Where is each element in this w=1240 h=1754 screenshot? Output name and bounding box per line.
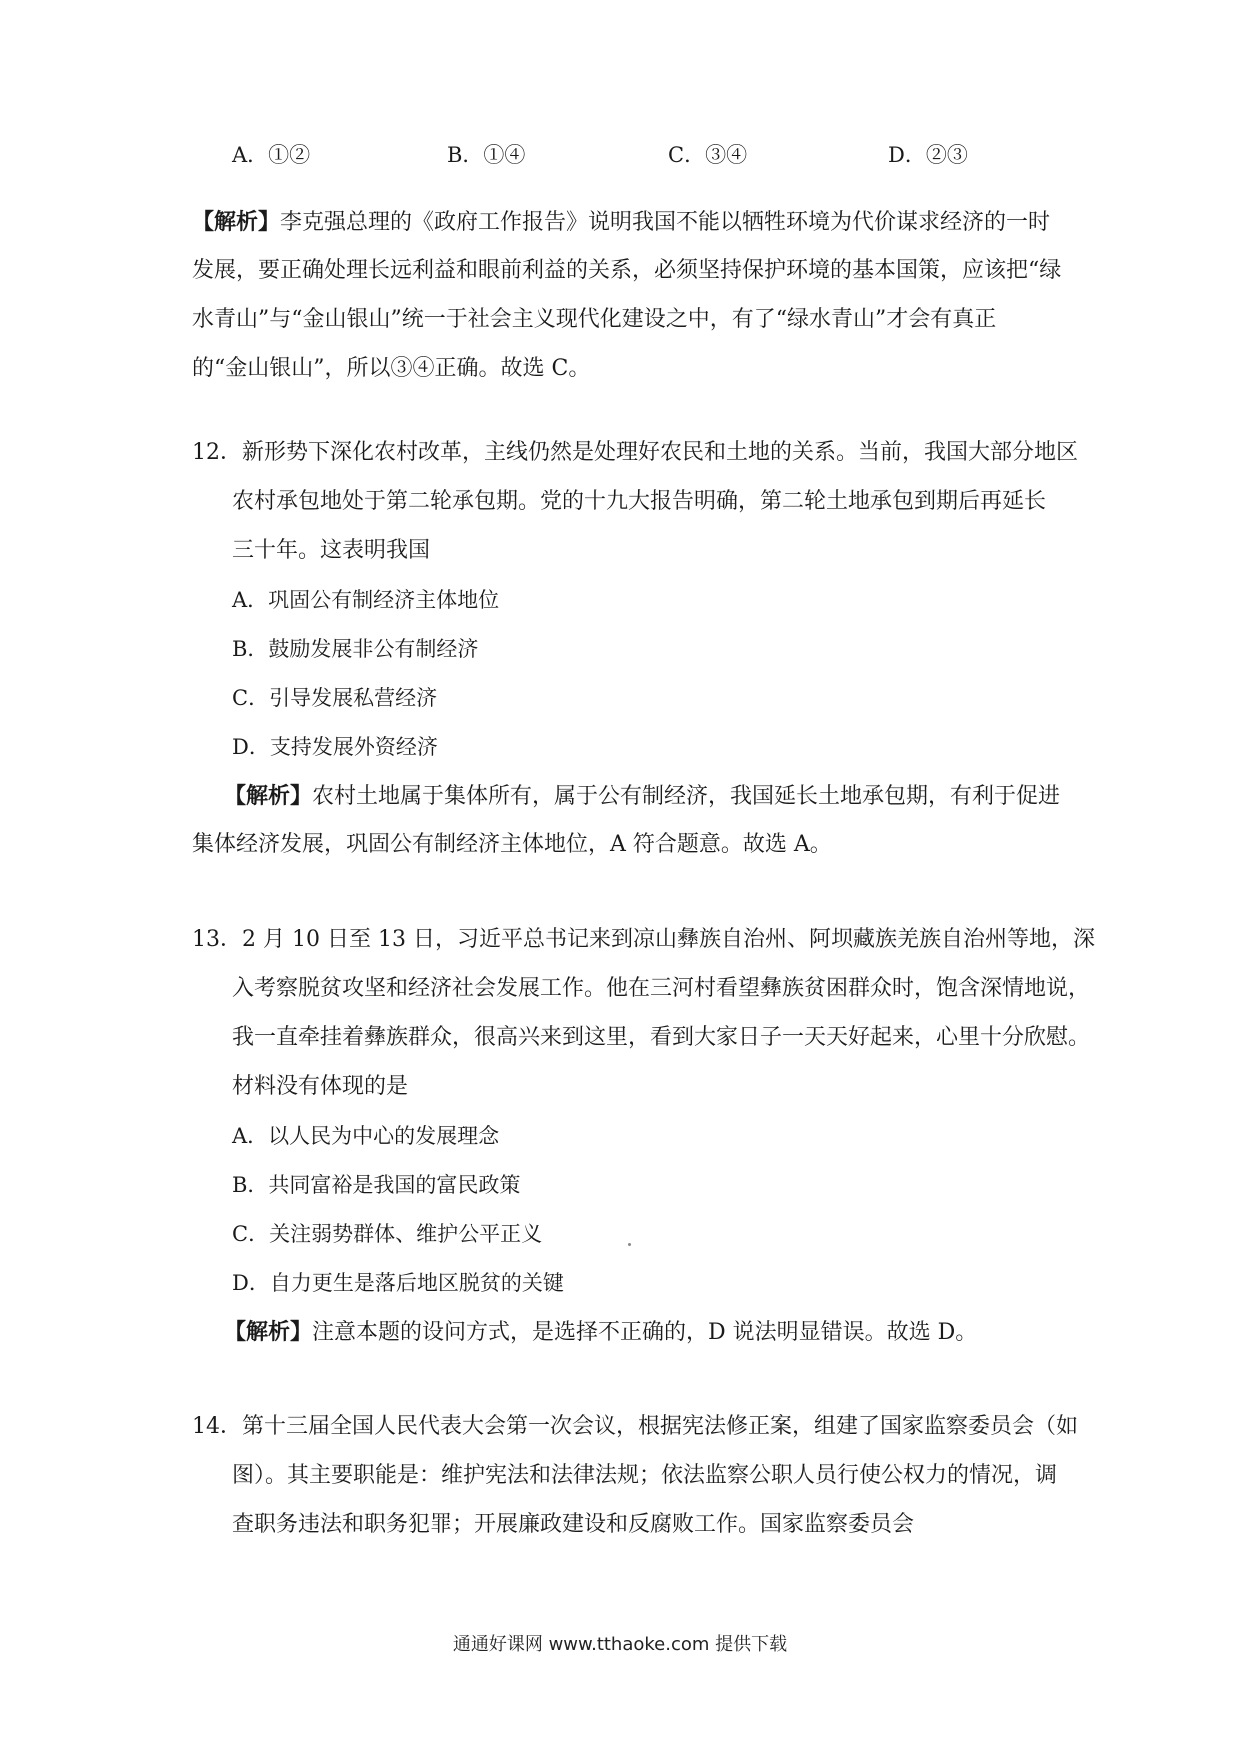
q11-option-b: B．①④ [447, 143, 526, 167]
q11-analysis-line-3: 水青山”与“金山银山”统一于社会主义现代化建设之中，有了“绿水青山”才会有真正 [192, 307, 997, 332]
q12-stem-line-2: 农村承包地处于第二轮承包期。党的十九大报告明确，第二轮土地承包到期后再延长 [232, 489, 1047, 514]
q11-analysis-line-2: 发展，要正确处理长远利益和眼前利益的关系，必须坚持保护环境的基本国策，应该把“绿 [192, 258, 1062, 283]
stray-dot [628, 1243, 631, 1246]
q13-stem-line-3: 我一直牵挂着彝族群众，很高兴来到这里，看到大家日子一天天好起来，心里十分欣慰。 [232, 1025, 1091, 1050]
q13-option-c: C．关注弱势群体、维护公平正义 [232, 1222, 543, 1246]
analysis-text: 注意本题的设问方式，是选择不正确的，D 说法明显错误。故选 D。 [312, 1320, 978, 1345]
q12-option-d: D．支持发展外资经济 [232, 735, 438, 759]
q12-analysis-line-1 [224, 781, 1060, 812]
q12-option-c: C．引导发展私营经济 [232, 686, 438, 710]
analysis-label: 【解析】 [224, 1319, 313, 1345]
q12-option-b: B．鼓励发展非公有制经济 [232, 637, 479, 661]
q12-analysis-line-2: 集体经济发展，巩固公有制经济主体地位，A 符合题意。故选 A。 [192, 832, 832, 857]
q13-analysis-line-1 [224, 1317, 977, 1348]
page-footer: 通通好课网 www.tthaoke.com 提供下载 [452, 1634, 788, 1655]
q11-option-d: D．②③ [888, 143, 968, 167]
q11-analysis-line-1 [192, 207, 1050, 238]
q13-option-b: B．共同富裕是我国的富民政策 [232, 1173, 521, 1197]
analysis-label: 【解析】 [192, 209, 281, 235]
q14-stem-line-1: 14．第十三届全国人民代表大会第一次会议，根据宪法修正案，组建了国家监察委员会（如 [192, 1414, 1078, 1439]
q13-stem-line-1: 13．2 月 10 日至 13 日，习近平总书记来到凉山彝族自治州、阿坝藏族羌族自治州等地，深 [192, 927, 1095, 952]
q13-option-a: A．以人民为中心的发展理念 [232, 1124, 500, 1148]
q12-stem-line-3: 三十年。这表明我国 [232, 538, 431, 563]
q14-stem-line-3: 查职务违法和职务犯罪；开展廉政建设和反腐败工作。国家监察委员会 [232, 1512, 915, 1537]
analysis-text: 李克强总理的《政府工作报告》说明我国不能以牺牲环境为代价谋求经济的一时 [280, 210, 1051, 235]
q11-option-a: A．①② [232, 143, 311, 167]
q12-stem-line-1: 12．新形势下深化农村改革，主线仍然是处理好农民和土地的关系。当前，我国大部分地区 [192, 440, 1078, 465]
q12-option-a: A．巩固公有制经济主体地位 [232, 588, 500, 612]
q13-stem-line-4: 材料没有体现的是 [232, 1074, 409, 1099]
q14-stem-line-2: 图）。其主要职能是：维护宪法和法律法规；依法监察公职人员行使公权力的情况，调 [232, 1463, 1058, 1488]
q11-option-c: C．③④ [668, 143, 748, 167]
q11-analysis-line-4: 的“金山银山”，所以③④正确。故选 C。 [192, 356, 591, 381]
analysis-text: 农村土地属于集体所有，属于公有制经济，我国延长土地承包期，有利于促进 [312, 784, 1061, 809]
q13-option-d: D．自力更生是落后地区脱贫的关键 [232, 1271, 564, 1295]
q13-stem-line-2: 入考察脱贫攻坚和经济社会发展工作。他在三河村看望彝族贫困群众时，饱含深情地说， [232, 976, 1091, 1001]
analysis-label: 【解析】 [224, 783, 313, 809]
